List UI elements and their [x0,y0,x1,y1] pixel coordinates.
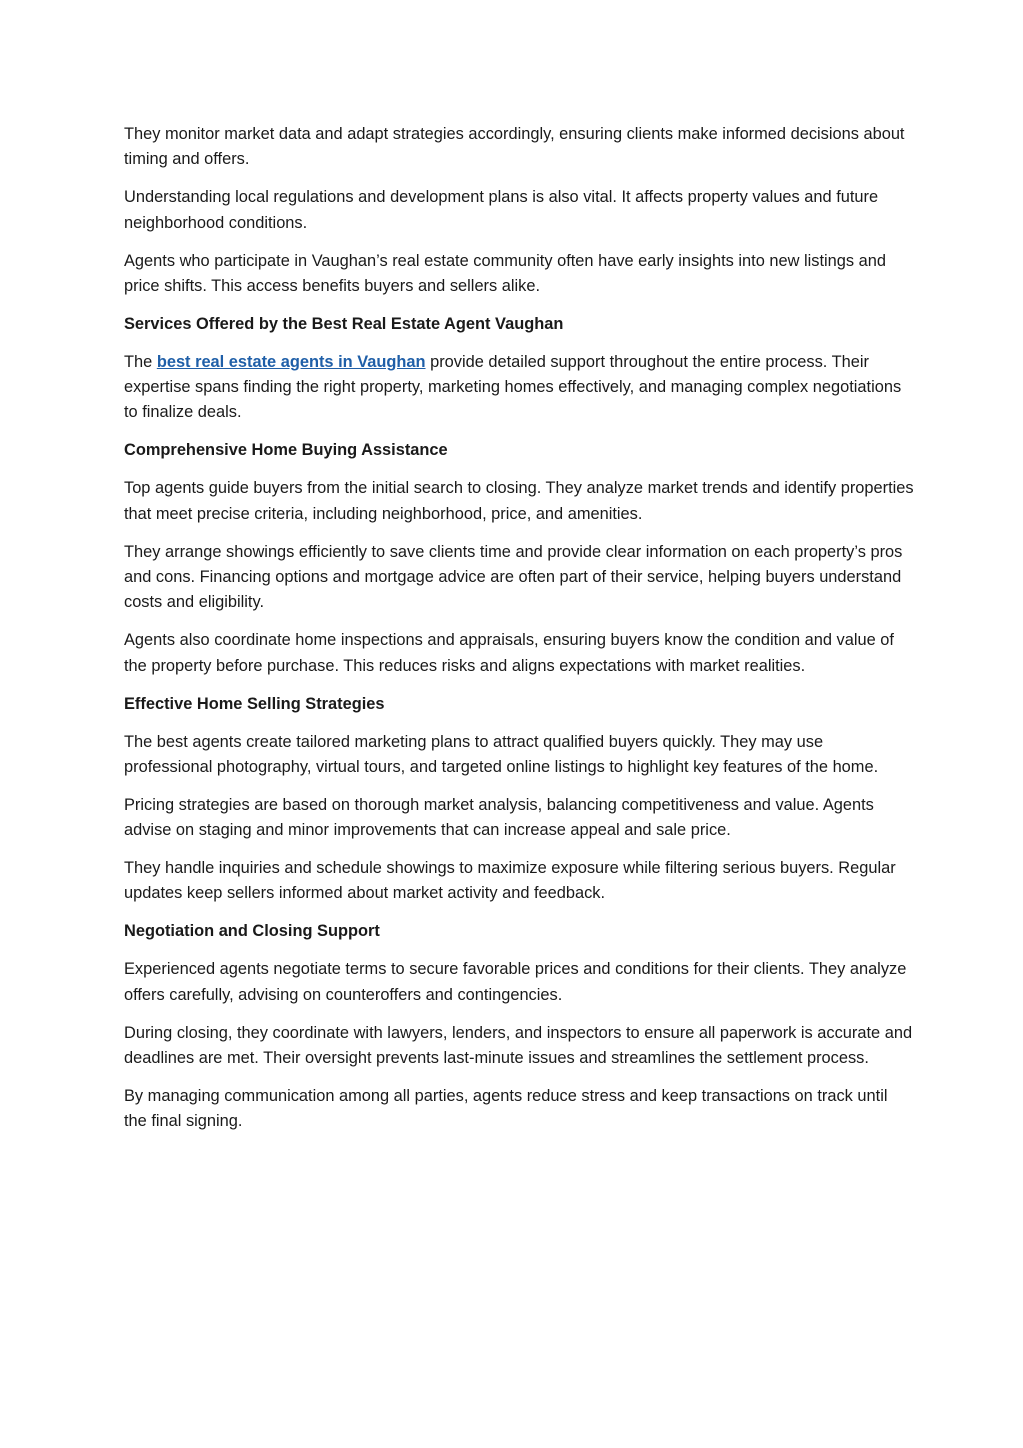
best-agents-link[interactable]: best real estate agents in Vaughan [156,352,426,371]
paragraph-showings: They arrange showings efficiently to save clients time and provide clear information on each property’s pros and cons. Financing options and mortgage advice are often part of their service, helping buyers understand costs and eligibility. [124,542,903,612]
services-intro-rest: provide detailed support throughout the entire process. Their expertise spans finding the right property, marketing homes effectively, and managing complex negotiations to finalize deals. [124,352,902,422]
paragraph-regulations: Understanding local regulations and development plans is also vital. It affects property values and future neighborhood conditions. [124,188,879,232]
document-page [124,122,914,1147]
heading-selling: Effective Home Selling Strategies [124,694,385,713]
paragraph-buying-guide: Top agents guide buyers from the initial search to closing. They analyze market trends and identify properties that meet precise criteria, including neighborhood, price, and amenities. [124,479,914,523]
paragraph-communication: By managing communication among all parties, agents reduce stress and keep transactions on track until the final signing. [124,1086,888,1131]
paragraph-inspections: Agents also coordinate home inspections and appraisals, ensuring buyers know the condition and value of the property before purchase. This reduces risks and aligns expectations with market realities. [124,631,894,675]
paragraph-pricing: Pricing strategies are based on thorough market analysis, balancing competitiveness and value. Agents advise on staging and minor improvements that can increase appeal and sale price. [124,795,874,840]
paragraph-market-data: They monitor market data and adapt strategies accordingly, ensuring clients make informed decisions about timing and offers. [124,125,905,169]
paragraph-negotiate: Experienced agents negotiate terms to secure favorable prices and conditions for their clients. They analyze offers carefully, advising on counteroffers and contingencies. [124,960,907,1004]
paragraph-services-intro [124,350,914,426]
paragraph-community: Agents who participate in Vaughan’s real estate community often have early insights into new listings and price shifts. This access benefits buyers and sellers alike. [124,251,886,295]
services-intro-lead: The [124,352,157,371]
paragraph-closing: During closing, they coordinate with lawyers, lenders, and inspectors to ensure all paperwork is accurate and deadlines are met. Their oversight prevents last-minute issues and streamlines the settlement process. [124,1023,913,1067]
paragraph-inquiries: They handle inquiries and schedule showings to maximize exposure while filtering serious buyers. Regular updates keep sellers informed about market activity and feedback. [124,859,896,903]
paragraph-marketing: The best agents create tailored marketing plans to attract qualified buyers quickly. They may use professional photography, virtual tours, and targeted online listings to highlight key features of the home. [124,732,879,776]
heading-services: Services Offered by the Best Real Estate Agent Vaughan [124,314,564,333]
heading-negotiation: Negotiation and Closing Support [124,922,380,941]
heading-buying: Comprehensive Home Buying Assistance [124,441,448,460]
